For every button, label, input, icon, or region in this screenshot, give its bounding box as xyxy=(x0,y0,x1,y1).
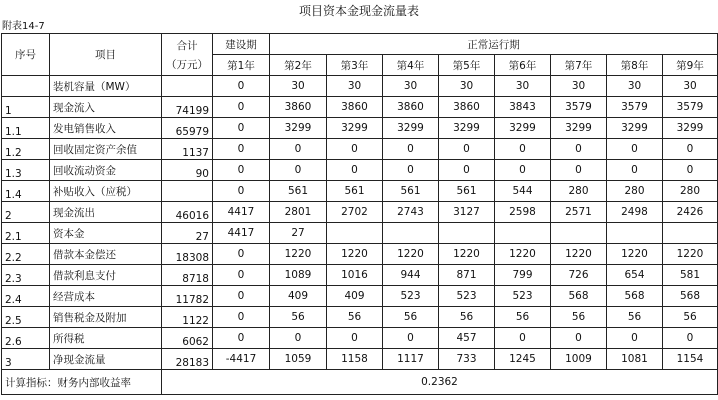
row-year-value: 3579 xyxy=(607,97,663,118)
metric-label: 计算指标：财务内部收益率 xyxy=(2,370,162,395)
row-number: 2.4 xyxy=(2,286,50,307)
row-year-value: 56 xyxy=(270,307,327,328)
row-year-value: 0 xyxy=(213,265,270,286)
row-total: 8718 xyxy=(162,265,213,286)
row-total: 65979 xyxy=(162,118,213,139)
row-item-name: 回收流动资金 xyxy=(50,160,162,181)
row-item-name: 借款本金偿还 xyxy=(50,244,162,265)
table-row xyxy=(2,349,718,370)
row-year-value: 0 xyxy=(270,160,327,181)
row-total: 90 xyxy=(162,160,213,181)
row-year-value: 1220 xyxy=(383,244,439,265)
row-year-value: 0 xyxy=(439,139,495,160)
row-year-value: 0 xyxy=(663,328,718,349)
row-item-name: 净现金流量 xyxy=(50,349,162,370)
row-total: 28183 xyxy=(162,349,213,370)
row-year-value: 0 xyxy=(383,160,439,181)
row-total: 1137 xyxy=(162,139,213,160)
header-total-line1: 合计 xyxy=(176,39,198,52)
row-year-value: 2743 xyxy=(383,202,439,223)
header-year-2: 第2年 xyxy=(270,55,327,76)
row-year-value: 0 xyxy=(213,307,270,328)
row-year-value: 568 xyxy=(607,286,663,307)
row-year-value: 56 xyxy=(383,307,439,328)
row-year-value xyxy=(383,223,439,244)
row-year-value: 1220 xyxy=(551,244,607,265)
row-year-value: 0 xyxy=(663,160,718,181)
row-year-value: 3299 xyxy=(327,118,383,139)
row-year-value: 1081 xyxy=(607,349,663,370)
row-year-value: 726 xyxy=(551,265,607,286)
row-year-value xyxy=(551,223,607,244)
row-year-value: 3299 xyxy=(439,118,495,139)
row-item-name: 借款利息支付 xyxy=(50,265,162,286)
row-year-value: 3299 xyxy=(607,118,663,139)
header-year-7: 第7年 xyxy=(551,55,607,76)
row-year-value: 0 xyxy=(270,328,327,349)
row-year-value: 4417 xyxy=(213,223,270,244)
row-item-name: 现金流入 xyxy=(50,97,162,118)
header-year-3: 第3年 xyxy=(327,55,383,76)
row-year-value: 0 xyxy=(495,328,551,349)
table-row xyxy=(2,181,718,202)
header-year-8: 第8年 xyxy=(607,55,663,76)
row-year-value: 733 xyxy=(439,349,495,370)
table-row xyxy=(2,202,718,223)
row-year-value: 1245 xyxy=(495,349,551,370)
row-year-value: 3579 xyxy=(663,97,718,118)
row-year-value: 0 xyxy=(551,139,607,160)
row-year-value: 0 xyxy=(607,328,663,349)
row-year-value: 3299 xyxy=(383,118,439,139)
row-year-value: 30 xyxy=(439,76,495,97)
row-year-value: 0 xyxy=(213,139,270,160)
row-year-value: 1220 xyxy=(495,244,551,265)
row-year-value: 0 xyxy=(439,160,495,181)
row-year-value: 0 xyxy=(383,139,439,160)
header-year-4: 第4年 xyxy=(383,55,439,76)
row-year-value: 0 xyxy=(607,160,663,181)
row-number: 2.6 xyxy=(2,328,50,349)
row-year-value: 799 xyxy=(495,265,551,286)
row-year-value: 3127 xyxy=(439,202,495,223)
row-year-value: 30 xyxy=(495,76,551,97)
row-year-value: 568 xyxy=(551,286,607,307)
row-total: 11782 xyxy=(162,286,213,307)
header-row-1 xyxy=(2,34,718,55)
row-item-name: 补贴收入（应税） xyxy=(50,181,162,202)
row-year-value: 0 xyxy=(213,118,270,139)
header-operation: 正常运行期 xyxy=(270,34,718,55)
row-year-value: 3299 xyxy=(663,118,718,139)
row-number: 1.1 xyxy=(2,118,50,139)
row-number: 2.3 xyxy=(2,265,50,286)
row-year-value: 523 xyxy=(439,286,495,307)
table-row xyxy=(2,118,718,139)
row-year-value: 523 xyxy=(383,286,439,307)
row-year-value: 3299 xyxy=(551,118,607,139)
row-year-value: 3299 xyxy=(270,118,327,139)
row-year-value: 2598 xyxy=(495,202,551,223)
row-year-value: 581 xyxy=(663,265,718,286)
row-year-value: 0 xyxy=(213,97,270,118)
row-year-value: 0 xyxy=(607,139,663,160)
row-year-value: 0 xyxy=(327,328,383,349)
row-year-value: 0 xyxy=(213,76,270,97)
row-year-value: 30 xyxy=(551,76,607,97)
row-year-value: 0 xyxy=(213,160,270,181)
row-year-value: 0 xyxy=(551,160,607,181)
table-row xyxy=(2,328,718,349)
table-row xyxy=(2,223,718,244)
row-year-value: -4417 xyxy=(213,349,270,370)
table-row xyxy=(2,76,718,97)
row-year-value: 3579 xyxy=(551,97,607,118)
row-item-name: 销售税金及附加 xyxy=(50,307,162,328)
header-total-line2: （万元） xyxy=(166,58,208,71)
row-year-value: 1089 xyxy=(270,265,327,286)
row-year-value: 2702 xyxy=(327,202,383,223)
row-year-value: 1016 xyxy=(327,265,383,286)
table-row xyxy=(2,265,718,286)
row-total: 6062 xyxy=(162,328,213,349)
row-year-value: 3860 xyxy=(270,97,327,118)
row-year-value: 30 xyxy=(383,76,439,97)
row-year-value: 1117 xyxy=(383,349,439,370)
table-row xyxy=(2,286,718,307)
row-item-name: 回收固定资产余值 xyxy=(50,139,162,160)
row-item-name: 资本金 xyxy=(50,223,162,244)
row-year-value: 1009 xyxy=(551,349,607,370)
header-construction: 建设期 xyxy=(213,34,270,55)
row-year-value: 561 xyxy=(439,181,495,202)
row-number: 1.4 xyxy=(2,181,50,202)
row-year-value: 3860 xyxy=(327,97,383,118)
header-year-5: 第5年 xyxy=(439,55,495,76)
row-number: 1.3 xyxy=(2,160,50,181)
row-number: 2.5 xyxy=(2,307,50,328)
row-year-value: 0 xyxy=(213,244,270,265)
row-year-value: 3860 xyxy=(383,97,439,118)
row-year-value: 0 xyxy=(495,139,551,160)
row-year-value: 561 xyxy=(383,181,439,202)
row-year-value: 2426 xyxy=(663,202,718,223)
row-year-value: 56 xyxy=(607,307,663,328)
row-number: 1.2 xyxy=(2,139,50,160)
row-year-value: 409 xyxy=(327,286,383,307)
metric-row xyxy=(2,370,718,395)
row-total: 18308 xyxy=(162,244,213,265)
row-year-value xyxy=(607,223,663,244)
row-total: 1122 xyxy=(162,307,213,328)
row-year-value: 0 xyxy=(327,139,383,160)
row-total xyxy=(162,181,213,202)
attached-label: 附表14-7 xyxy=(2,21,45,32)
row-year-value: 3860 xyxy=(439,97,495,118)
row-year-value: 56 xyxy=(439,307,495,328)
row-year-value: 1220 xyxy=(663,244,718,265)
row-year-value: 30 xyxy=(663,76,718,97)
row-year-value: 1220 xyxy=(270,244,327,265)
row-year-value: 0 xyxy=(213,181,270,202)
row-year-value: 523 xyxy=(495,286,551,307)
row-year-value: 56 xyxy=(495,307,551,328)
row-year-value: 561 xyxy=(270,181,327,202)
metric-value: 0.2362 xyxy=(162,370,718,395)
row-year-value: 1059 xyxy=(270,349,327,370)
row-year-value: 1220 xyxy=(607,244,663,265)
row-year-value: 30 xyxy=(607,76,663,97)
row-year-value: 0 xyxy=(551,328,607,349)
row-number: 1 xyxy=(2,97,50,118)
row-year-value xyxy=(495,223,551,244)
row-year-value: 2571 xyxy=(551,202,607,223)
row-year-value: 30 xyxy=(327,76,383,97)
row-year-value: 568 xyxy=(663,286,718,307)
row-year-value: 1154 xyxy=(663,349,718,370)
row-year-value: 1220 xyxy=(327,244,383,265)
row-year-value xyxy=(439,223,495,244)
row-year-value: 0 xyxy=(327,160,383,181)
row-year-value: 457 xyxy=(439,328,495,349)
row-year-value: 4417 xyxy=(213,202,270,223)
header-item: 项目 xyxy=(50,34,162,76)
table-row xyxy=(2,244,718,265)
row-number: 2.1 xyxy=(2,223,50,244)
row-year-value: 2801 xyxy=(270,202,327,223)
row-year-value: 27 xyxy=(270,223,327,244)
row-year-value: 0 xyxy=(270,139,327,160)
row-item-name: 现金流出 xyxy=(50,202,162,223)
row-item-name: 经营成本 xyxy=(50,286,162,307)
row-total: 27 xyxy=(162,223,213,244)
row-year-value: 2498 xyxy=(607,202,663,223)
header-year-6: 第6年 xyxy=(495,55,551,76)
row-year-value: 56 xyxy=(663,307,718,328)
row-year-value: 409 xyxy=(270,286,327,307)
cash-flow-table xyxy=(1,33,718,395)
row-year-value: 0 xyxy=(495,160,551,181)
row-year-value: 561 xyxy=(327,181,383,202)
row-year-value: 3843 xyxy=(495,97,551,118)
header-year-9: 第9年 xyxy=(663,55,718,76)
row-year-value: 944 xyxy=(383,265,439,286)
table-row xyxy=(2,160,718,181)
row-year-value xyxy=(663,223,718,244)
row-year-value: 0 xyxy=(213,328,270,349)
row-year-value xyxy=(327,223,383,244)
header-seq: 序号 xyxy=(2,34,50,76)
row-year-value: 3299 xyxy=(495,118,551,139)
table-title: 项目资本金现金流量表 xyxy=(298,4,419,18)
row-year-value: 280 xyxy=(551,181,607,202)
row-year-value: 871 xyxy=(439,265,495,286)
row-item-name: 发电销售收入 xyxy=(50,118,162,139)
row-item-name: 所得税 xyxy=(50,328,162,349)
row-year-value: 0 xyxy=(213,286,270,307)
row-year-value: 56 xyxy=(327,307,383,328)
table-row xyxy=(2,307,718,328)
row-total: 46016 xyxy=(162,202,213,223)
row-total xyxy=(162,76,213,97)
header-year-1: 第1年 xyxy=(213,55,270,76)
row-year-value: 1158 xyxy=(327,349,383,370)
row-year-value: 1220 xyxy=(439,244,495,265)
row-number xyxy=(2,76,50,97)
row-year-value: 654 xyxy=(607,265,663,286)
row-year-value: 0 xyxy=(383,328,439,349)
table-row xyxy=(2,97,718,118)
row-number: 3 xyxy=(2,349,50,370)
row-number: 2.2 xyxy=(2,244,50,265)
row-year-value: 280 xyxy=(607,181,663,202)
table-row xyxy=(2,139,718,160)
header-total xyxy=(162,34,213,76)
row-total: 74199 xyxy=(162,97,213,118)
row-year-value: 280 xyxy=(663,181,718,202)
row-year-value: 0 xyxy=(663,139,718,160)
row-year-value: 56 xyxy=(551,307,607,328)
row-year-value: 544 xyxy=(495,181,551,202)
row-item-name: 装机容量（MW） xyxy=(50,76,162,97)
row-number: 2 xyxy=(2,202,50,223)
row-year-value: 30 xyxy=(270,76,327,97)
